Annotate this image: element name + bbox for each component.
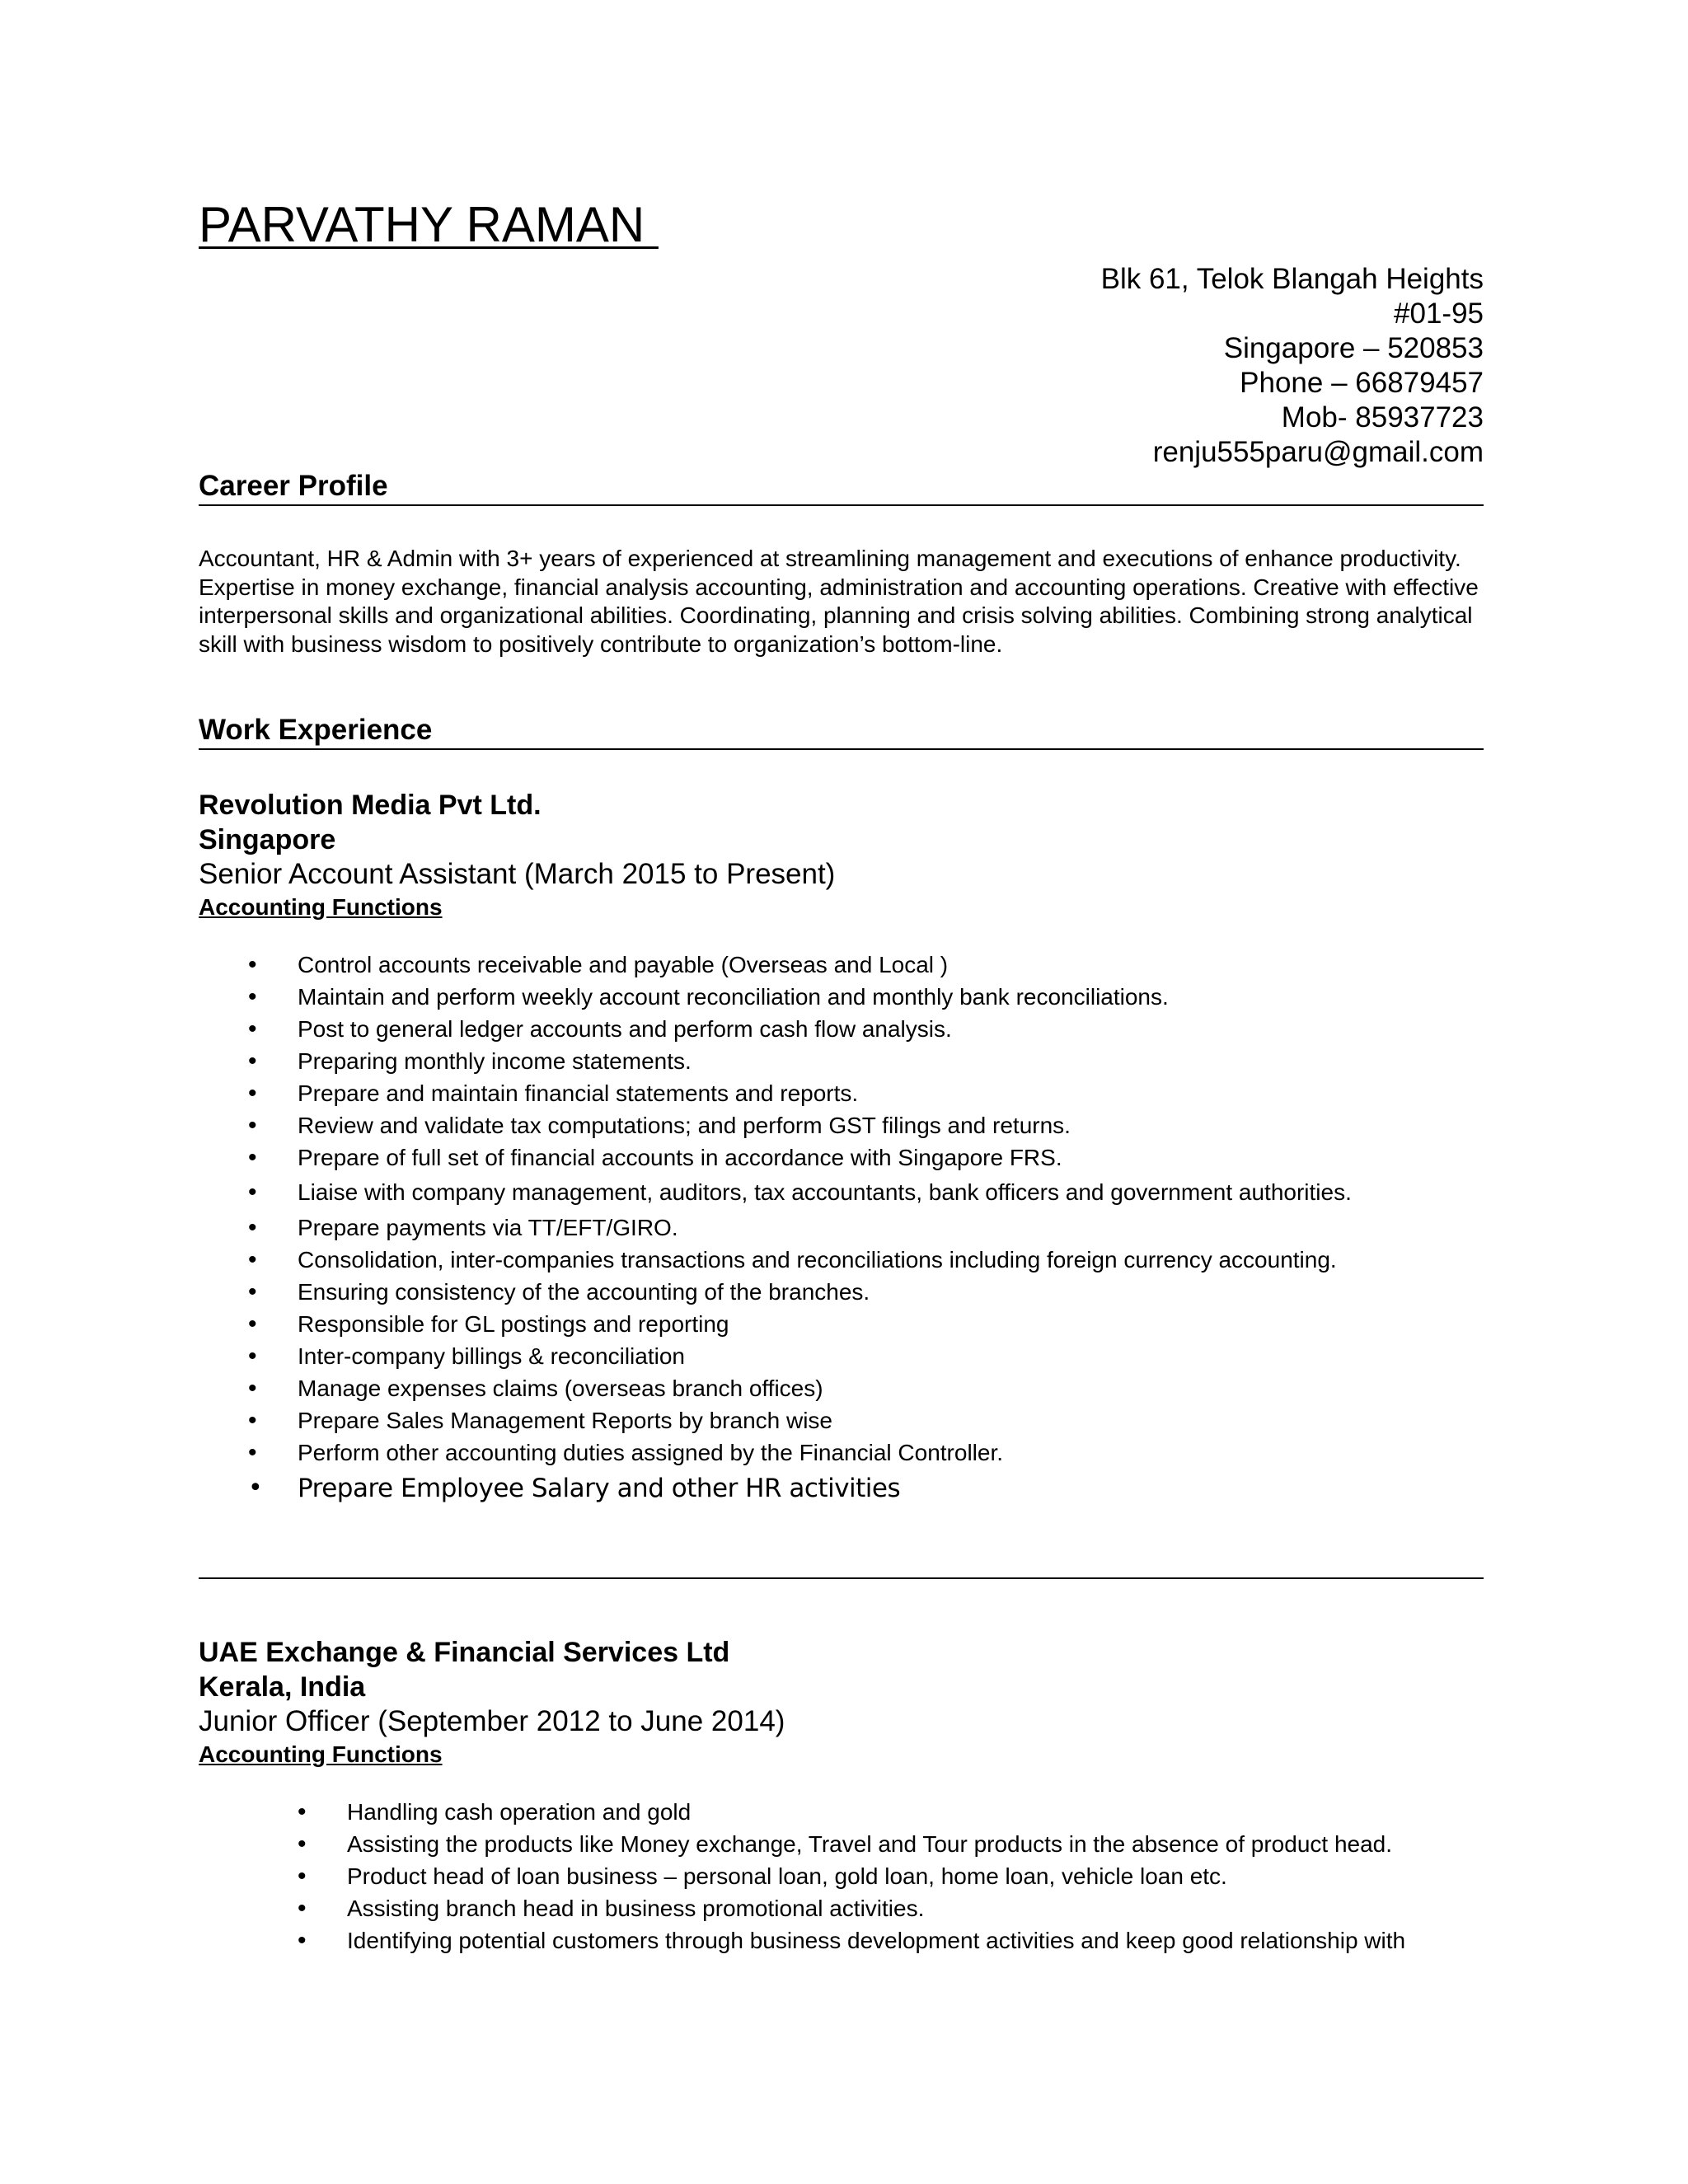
list-item: • Handling cash operation and gold (347, 1796, 1405, 1828)
list-item: • Inter-company billings & reconciliation (298, 1340, 1352, 1372)
job-role: Junior Officer (September 2012 to June 2014) (199, 1705, 785, 1737)
list-item: • Identifying potential customers through business development activities and keep good relationship with (347, 1924, 1405, 1957)
list-item: • Liaise with company management, auditors, tax accountants, bank officers and government authorities. (298, 1174, 1352, 1212)
phone: Phone – 66879457 (1240, 367, 1484, 399)
job-role: Senior Account Assistant (March 2015 to Present) (199, 858, 836, 890)
job-company: Revolution Media Pvt Ltd. (199, 790, 542, 821)
list-item: • Post to general ledger accounts and perform cash flow analysis. (298, 1013, 1352, 1045)
job-location: Kerala, India (199, 1671, 366, 1703)
list-item: • Ensuring consistency of the accounting of the branches. (298, 1276, 1352, 1308)
list-item: • Maintain and perform weekly account reconciliation and monthly bank reconciliations. (298, 981, 1352, 1013)
list-item: • Consolidation, inter-companies transactions and reconciliations including foreign currency accounting. (298, 1244, 1352, 1276)
list-item: • Prepare Employee Salary and other HR activities (298, 1469, 1352, 1508)
list-item: • Review and validate tax computations; and perform GST filings and returns. (298, 1109, 1352, 1141)
list-item: • Prepare payments via TT/EFT/GIRO. (298, 1212, 1352, 1244)
list-item: • Preparing monthly income statements. (298, 1045, 1352, 1077)
list-item: • Assisting branch head in business promotional activities. (347, 1892, 1405, 1924)
career-profile-text: Accountant, HR & Admin with 3+ years of experienced at streamlining management and executions of enhance productivity. Expertise in money exchange, financial analysis accounting, administration and accounting operations. Creative with effective interpersonal skills and organizational abilities. Coordinating, planning and crisis solving abilities. Combining strong analytical skill with business wisdom to positively contribute to organization’s bottom-line. (199, 546, 1479, 657)
email: renju555paru@gmail.com (1152, 436, 1484, 468)
address-line-1: Blk 61, Telok Blangah Heights (1100, 263, 1484, 295)
list-item: • Prepare and maintain financial statements and reports. (298, 1077, 1352, 1109)
mobile: Mob- 85937723 (1281, 401, 1484, 434)
work-experience-heading: Work Experience (199, 714, 1484, 750)
contact-block (1101, 262, 1484, 470)
list-item: • Manage expenses claims (overseas branch offices) (298, 1372, 1352, 1404)
section-divider (199, 1577, 1484, 1579)
address-line-2: #01-95 (1394, 298, 1484, 330)
list-item: • Prepare Sales Management Reports by branch wise (298, 1404, 1352, 1436)
candidate-name: PARVATHY RAMAN (199, 197, 659, 252)
address-line-3: Singapore – 520853 (1223, 332, 1484, 364)
job-duties-list (298, 949, 1352, 1508)
resume-page (199, 0, 1484, 2184)
list-item: • Perform other accounting duties assigned by the Financial Controller. (298, 1436, 1352, 1469)
career-profile-heading: Career Profile (199, 470, 1484, 506)
list-item: • Responsible for GL postings and reporting (298, 1308, 1352, 1340)
job-company: UAE Exchange & Financial Services Ltd (199, 1637, 730, 1668)
job-functions-label: Accounting Functions (199, 1741, 443, 1767)
job-functions-label: Accounting Functions (199, 894, 443, 920)
job-duties-list (347, 1796, 1405, 1957)
list-item: • Control accounts receivable and payable (Overseas and Local ) (298, 949, 1352, 981)
job-location: Singapore (199, 824, 336, 855)
list-item: • Prepare of full set of financial accounts in accordance with Singapore FRS. (298, 1141, 1352, 1174)
list-item: • Product head of loan business – personal loan, gold loan, home loan, vehicle loan etc. (347, 1860, 1405, 1892)
list-item: • Assisting the products like Money exchange, Travel and Tour products in the absence of product head. (347, 1828, 1405, 1860)
